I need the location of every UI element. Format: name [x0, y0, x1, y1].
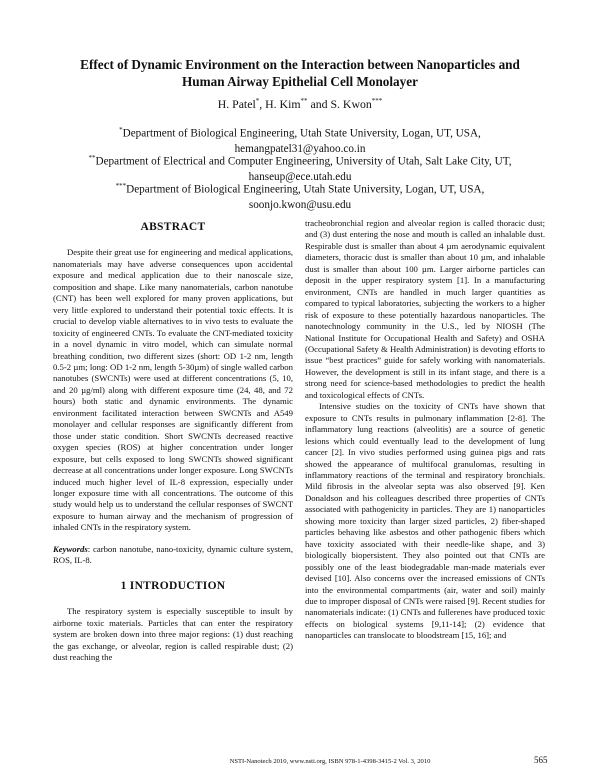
keywords-label: Keywords	[53, 543, 88, 554]
author-3-mark: ***	[371, 97, 383, 106]
page-number: 565	[534, 755, 548, 765]
abstract-heading: ABSTRACT	[140, 221, 206, 233]
author-list	[40, 97, 560, 112]
author-2: , H. Kim	[259, 97, 301, 111]
introduction-heading: 1 INTRODUCTION	[120, 579, 226, 592]
affiliation-2-email: hanseup@ece.utah.edu	[248, 170, 352, 183]
author-1-mark: *	[255, 97, 260, 106]
right-paragraph-1: tracheobronchial region and alveolar region is called thoracic dust; and (3) dust entering the nose and mouth is called an inhalable dust. Respirable dust is smaller than about 4 µm aerodynamic equivalent diameters, thoracic dust is smaller than about 10 µm, and inhalable dust is smaller than about 100 µm. Larger airborne particles can deposit in the upper respiratory system [1]. In a manufacturing environment, CNTs are handled in much larger quantities as compared to typical laboratories, subjecting the workers to a higher risk of exposure to these potentially hazardous nanoparticles. The nanotechnology community in the U.S., led by NIOSH (The National Institute for Occupational Health and Safety) and OSHA (Occupational Safety & Health Administration) is devoting efforts to issue “best practices” guide for safely working with nanomaterials. However, the development is still in its infant stage, and there is a strong need for science-based methodologies to predict the health and toxicological effects of CNTs.	[305, 218, 545, 400]
affiliation-2-line: Department of Electrical and Computer Engineering, University of Utah, Salt Lake City, UT,	[95, 155, 512, 168]
left-column	[53, 222, 293, 663]
right-column	[305, 218, 545, 642]
affiliation-3-line: Department of Biological Engineering, Utah State University, Logan, UT, USA,	[126, 183, 485, 196]
paper-title	[40, 56, 560, 90]
footer-citation: NSTI-Nanotech 2010, www.nsti.org, ISBN 978-1-4398-3415-2 Vol. 3, 2010	[229, 758, 431, 765]
affiliation-1-line: Department of Biological Engineering, Utah State University, Logan, UT, USA,	[122, 127, 481, 140]
right-paragraph-2: Intensive studies on the toxicity of CNTs have shown that exposure to CNTs results in pulmonary inflammation [2-8]. The inflammatory lung reactions (alveolitis) are a source of genetic lesions which could eventually lead to the development of lung cancer [2]. In vivo studies performed using guinea pigs and rats showed the appearance of multifocal granulomas, resulting in inflammatory reactions of the terminal and respiratory bronchials. Mild fibrosis in the alveolar septa was also observed [9]. Ken Donaldson and his colleagues described three properties of CNTs associated with pathogenicity in particles. They are 1) nanoparticles showing more toxicity than larger sized particles, 2) fiber-shaped particles behaving like asbestos and other pathogenic fibers which have toxicity associated with their needle-like shape, and 3) biologically biopersistent. They also pointed out that CNTs are possibly one of the least biodegradable man-made materials ever devised [10]. Also concerns over the increased emissions of CNTs into the environmental compartments (air, water and soil) mainly due to improper disposal of CNTs were raised [9]. Recent studies for nanomaterials indicate: (1) CNTs and fullerenes have produced toxic effects on biological systems [9,11-14]; (2) evidence that nanoparticles can translocate to bloodstream [15, 16]; and	[305, 401, 545, 641]
keywords	[53, 544, 293, 567]
title-line-1: Effect of Dynamic Environment on the Interaction between Nanoparticles and	[80, 57, 520, 72]
author-3: and S. Kwon	[307, 97, 372, 111]
affiliation-3-email: soonjo.kwon@usu.edu	[248, 198, 352, 211]
author-1: H. Patel	[217, 97, 256, 111]
author-2-mark: **	[300, 97, 308, 106]
affiliation-3-mark: ***	[115, 182, 127, 190]
abstract-text: Despite their great use for engineering and medical applications, nanomaterials may have adverse consequences upon accidental exposure and medical application due to their nanoscale size, composition and shape. Like many nanomaterials, carbon nanotube (CNT) has been well explored for many proven applications, but very little explored to understand their potential toxic effects. It is crucial to develop viable alternatives to in vivo tests to evaluate the toxicity of engineered CNTs. To evaluate the CNT-mediated toxicity in a novel dynamic in vitro model, which can simulate normal breathing condition, two different sizes (short: OD 1-2 nm, length 0.5-2 µm; long: OD 1-2 nm, length 5-30µm) of single walled carbon nanotubes (SWCNTs) were used at different concentrations (5, 10, and 20 µg/ml) along with different exposure time (24, 48, and 72 hours) both static and dynamic environments. The dynamic environment facilitated interaction between SWCNTs and A549 monolayer and cellular responses are significantly different from those under static condition. Short SWCNTs decreased reactive oxygen species (ROS) at higher concentration under longer exposure, but cells exposed to long SWCNTs showed significant decrease at all concentrations under longer exposure. Long SWCNTs induced much higher level of IL-8 expression, especially under longer exposure time with all concentrations. The outcome of this study would help us to understand the cellular responses of SWCNT exposure to human airway and the mechanism of progression of inhaled CNTs in the respiratory system.	[53, 247, 293, 533]
keywords-text: : carbon nanotube, nano-toxicity, dynamic culture system, ROS, IL-8.	[53, 543, 293, 566]
affiliation-1-mark: *	[119, 126, 123, 134]
affiliation-3	[40, 179, 560, 213]
affiliation-2-mark: **	[88, 154, 96, 162]
affiliation-1-email: hemangpatel31@yahoo.co.in	[234, 142, 366, 155]
introduction-paragraph-1: The respiratory system is especially susceptible to insult by airborne toxic materials. Particles that can enter the respiratory system are broken down into three major regions: (1) dust reaching the gas exchange, or alveolar, region is called respirable dust; (2) dust reaching the	[53, 606, 293, 662]
title-line-2: Human Airway Epithelial Cell Monolayer	[182, 74, 418, 89]
